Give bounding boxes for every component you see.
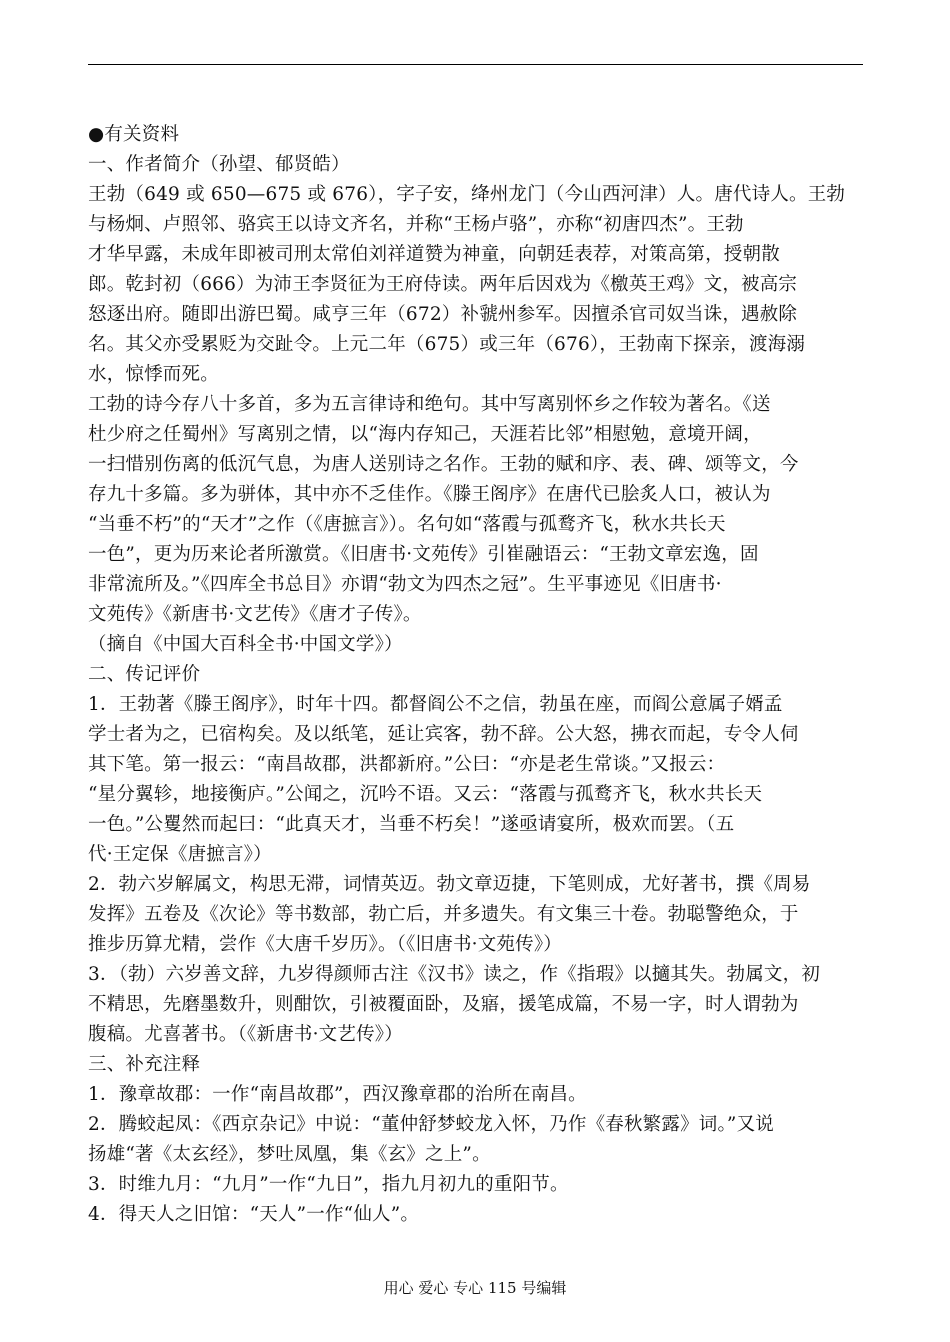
paragraph-line: 名。其父亦受累贬为交趾令。上元二年（675）或三年（676），王勃南下探亲，渡海溺 [88,334,806,355]
paragraph-line: 水，惊悸而死。 [88,364,219,385]
paragraph-line: 才华早露，未成年即被司刑太常伯刘祥道赞为神童，向朝廷表荐，对策高第，授朝散 [88,244,780,265]
note-item: 1．豫章故郡：一作“南昌故郡”，西汉豫章郡的治所在南昌。 [88,1084,587,1105]
note-item: 3．时维九月：“九月”一作“九日”，指九月初九的重阳节。 [88,1174,569,1195]
paragraph-line: 一色。”公矍然而起曰：“此真天才，当垂不朽矣！”遂亟请宴所，极欢而罢。（五 [88,814,735,835]
paragraph-line: 3．（勃）六岁善文辞，九岁得颜师古注《汉书》读之，作《指瑕》以擿其失。勃属文，初 [88,964,821,985]
paragraph-line: 2．勃六岁解属文，构思无滞，词情英迈。勃文章迈捷，下笔则成，尤好著书，撰《周易 [88,874,811,895]
paragraph-line: 一色”，更为历来论者所激赏。《旧唐书·文苑传》引崔融语云：“王勃文章宏逸，固 [88,544,759,565]
document-body [88,120,868,1230]
section-heading-biography: 二、传记评价 [88,664,201,685]
paragraph-line: 发挥》五卷及《次论》等书数部，勃亡后，并多遗失。有文集三十卷。勃聪警绝众，于 [88,904,799,925]
note-item: 4．得天人之旧馆：“天人”一作“仙人”。 [88,1204,420,1225]
section-marker-heading: ●有关资料 [88,124,180,145]
paragraph-line: “星分翼轸，地接衡庐。”公闻之，沉吟不语。又云：“落霞与孤鹜齐飞，秋水共长天 [88,784,763,805]
paragraph-line: 与杨炯、卢照邻、骆宾王以诗文齐名，并称“王杨卢骆”，亦称“初唐四杰”。王勃 [88,214,744,235]
paragraph-line: “当垂不朽”的“天才”之作（《唐摭言》）。名句如“落霞与孤鹜齐飞，秋水共长天 [88,514,726,535]
paragraph-line: 存九十多篇。多为骈体，其中亦不乏佳作。《滕王阁序》在唐代已脍炙人口，被认为 [88,484,771,505]
page-footer: 用心 爱心 专心 115 号编辑 [383,1279,567,1297]
header-rule [88,64,863,65]
paragraph-line: 1．王勃著《滕王阁序》，时年十四。都督阎公不之信，勃虽在座，而阎公意属子婿孟 [88,694,783,715]
paragraph-line: 工勃的诗今存八十多首，多为五言律诗和绝句。其中写离别怀乡之作较为著名。《送 [88,394,771,415]
paragraph-line: 怒逐出府。随即出游巴蜀。咸亨三年（672）补虢州参军。因擅杀官司奴当诛，遇赦除 [88,304,798,325]
paragraph-line: 不精思，先磨墨数升，则酣饮，引被覆面卧，及寤，援笔成篇，不易一字，时人谓勃为 [88,994,799,1015]
paragraph-line: 王勃（649 或 650—675 或 676），字子安，绛州龙门（今山西河津）人。唐代诗人。王勃 [88,184,846,205]
paragraph-line: 腹稿。尤喜著书。（《新唐书·文艺传》） [88,1024,403,1045]
paragraph-line: 推步历算尤精，尝作《大唐千岁历》。（《旧唐书·文苑传》） [88,934,562,955]
paragraph-line: 非常流所及。”《四库全书总目》亦谓“勃文为四杰之冠”。生平事迹见《旧唐书· [88,574,722,595]
paragraph-line: 代·王定保《唐摭言》） [88,844,272,865]
paragraph-line: 杜少府之任蜀州》写离别之情，以“海内存知己，天涯若比邻”相慰勉，意境开阔， [88,424,762,445]
section-heading-notes: 三、补充注释 [88,1054,201,1075]
paragraph-line: 其下笔。第一报云：“南昌故郡，洪都新府。”公曰：“亦是老生常谈。”又报云： [88,754,726,775]
paragraph-line: 一扫惜别伤离的低沉气息，为唐人送别诗之名作。王勃的赋和序、表、碑、颂等文，今 [88,454,799,475]
paragraph-line: 学士者为之，已宿构矣。及以纸笔，延让宾客，勃不辞。公大怒，拂衣而起，专令人伺 [88,724,799,745]
section-heading-author: 一、作者简介（孙望、郁贤皓） [88,154,350,175]
paragraph-line: 文苑传》《新唐书·文艺传》《唐才子传》。 [88,604,422,625]
paragraph-line: 郎。乾封初（666）为沛王李贤征为王府侍读。两年后因戏为《檄英王鸡》文，被高宗 [88,274,798,295]
note-item: 扬雄“著《太玄经》，梦吐凤凰，集《玄》之上”。 [88,1144,491,1165]
note-item: 2．腾蛟起凤：《西京杂记》中说：“董仲舒梦蛟龙入怀，乃作《春秋繁露》词。”又说 [88,1114,774,1135]
source-citation: （摘自《中国大百科全书·中国文学》） [88,634,403,655]
